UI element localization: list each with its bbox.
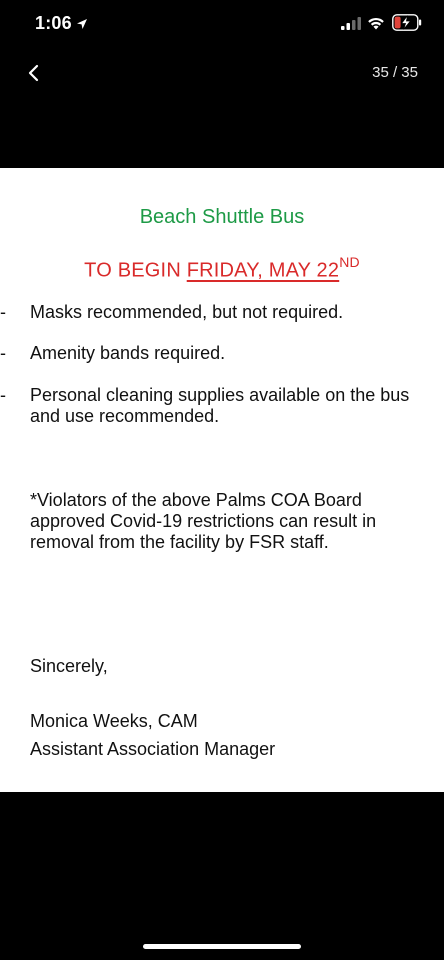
closing: Sincerely,	[30, 656, 108, 676]
battery-charging-icon	[392, 14, 422, 31]
list-item-text: Masks recommended, but not required.	[30, 302, 344, 322]
back-button[interactable]	[20, 58, 48, 88]
document-subtitle	[0, 256, 444, 283]
subtitle-suffix: ND	[339, 254, 360, 270]
status-bar	[0, 0, 444, 50]
list-item-text: Personal cleaning supplies available on the bus and use recommended.	[30, 385, 410, 426]
status-time-text: 1:06	[35, 13, 72, 33]
viewer-nav-bar	[0, 50, 444, 96]
home-indicator[interactable]	[143, 944, 301, 949]
signal-icon	[341, 17, 361, 30]
wifi-icon	[367, 16, 385, 30]
list-item-text: Amenity bands required.	[30, 343, 226, 363]
document-title: Beach Shuttle Bus	[139, 206, 305, 228]
status-time	[35, 13, 88, 34]
subtitle-date: FRIDAY, MAY 22	[186, 259, 340, 282]
list-item-dash: -	[0, 343, 6, 363]
signer-title: Assistant Association Manager	[30, 739, 276, 759]
document-image[interactable]	[0, 168, 444, 792]
chevron-left-icon	[20, 58, 48, 88]
list-item-dash: -	[0, 302, 6, 322]
list-item-dash: -	[0, 385, 6, 405]
page-counter: 35 / 35	[372, 64, 418, 81]
violation-notice: *Violators of the above Palms COA Board approved Covid-19 restrictions can result in removal from the facility by FSR staff.	[30, 490, 377, 552]
signer-name: Monica Weeks, CAM	[30, 711, 198, 731]
subtitle-prefix: TO BEGIN	[84, 259, 187, 282]
location-arrow-icon	[76, 18, 88, 30]
